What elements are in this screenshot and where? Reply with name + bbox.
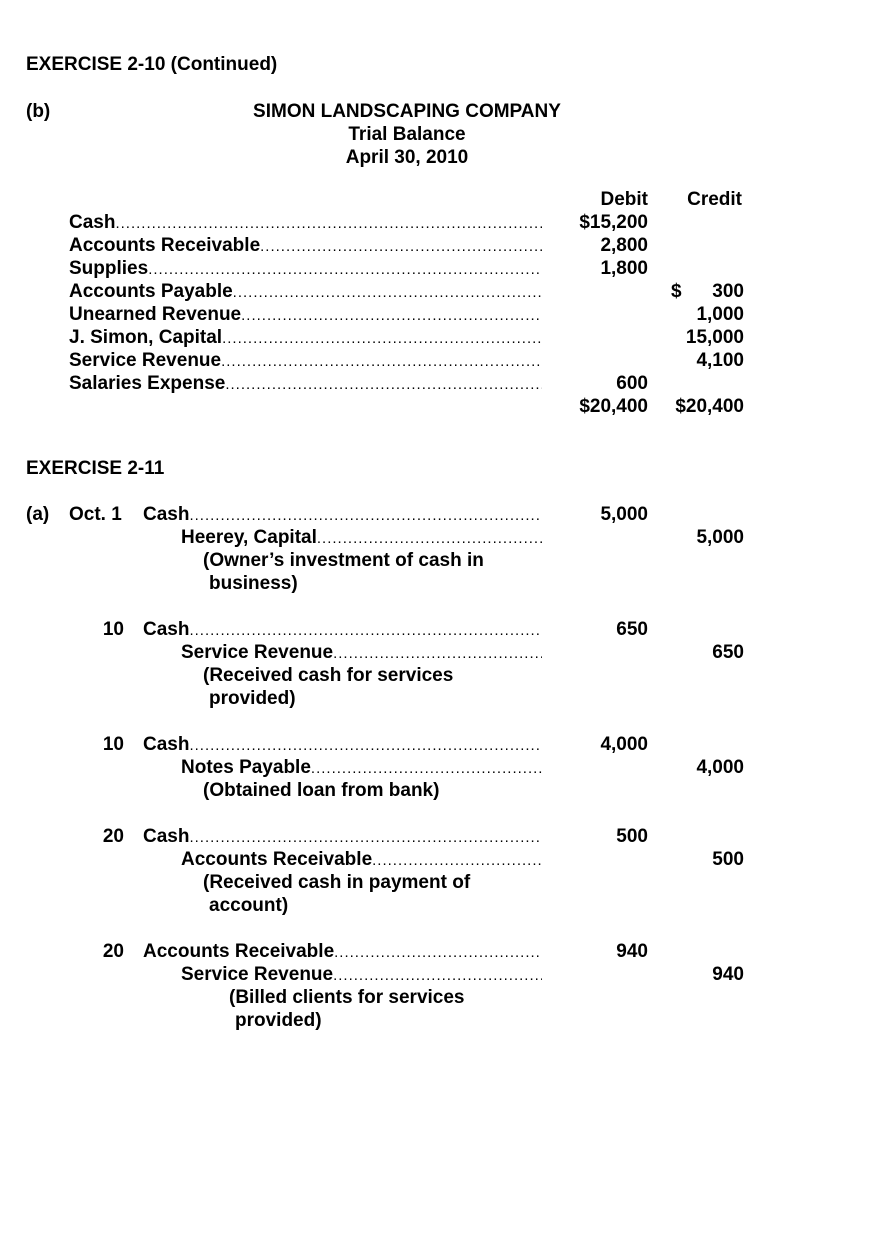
credit-amount: 1,000 <box>696 304 744 325</box>
debit-amount: 650 <box>616 619 648 640</box>
credit-account: Heerey, Capital <box>181 527 317 548</box>
entry-date: Oct. 1 <box>69 504 122 525</box>
leader-dots <box>189 826 542 849</box>
leader-dots <box>260 235 542 258</box>
credit-amount: 4,100 <box>696 350 744 371</box>
credit-line <box>181 756 542 779</box>
part-b-label: (b) <box>26 101 51 122</box>
debit-amount: 500 <box>616 826 648 847</box>
credit-amount: 650 <box>712 642 744 663</box>
entry-explanation: (Received cash in payment of <box>203 872 471 893</box>
trial-balance-row <box>69 211 542 234</box>
debit-account: Cash <box>143 619 190 640</box>
company-name: SIMON LANDSCAPING COMPANY <box>253 101 561 122</box>
leader-dots <box>372 849 542 872</box>
credit-column-header: Credit <box>687 189 742 210</box>
entry-explanation-cont: account) <box>209 895 289 916</box>
dollar-sign: $ <box>671 281 682 302</box>
leader-dots <box>311 757 542 780</box>
leader-dots <box>333 964 542 987</box>
leader-dots <box>189 619 542 642</box>
entry-explanation-cont: provided) <box>235 1010 322 1031</box>
leader-dots <box>334 941 542 964</box>
leader-dots <box>189 734 542 757</box>
credit-amount: 5,000 <box>696 527 744 548</box>
trial-balance-row <box>69 234 542 257</box>
debit-line <box>143 618 542 641</box>
credit-line <box>181 641 542 664</box>
debit-amount: 600 <box>616 373 648 394</box>
exercise-2-10-heading: EXERCISE 2-10 (Continued) <box>26 54 278 75</box>
leader-dots <box>317 527 542 550</box>
credit-account: Service Revenue <box>181 964 334 985</box>
entry-explanation: (Received cash for services <box>203 665 454 686</box>
leader-dots <box>241 304 542 327</box>
leader-dots <box>222 327 542 350</box>
debit-account: Accounts Receivable <box>143 941 335 962</box>
leader-dots <box>115 212 542 235</box>
entry-explanation: (Obtained loan from bank) <box>203 780 440 801</box>
entry-date: 20 <box>102 826 124 847</box>
total-credit: $20,400 <box>675 396 744 417</box>
entry-explanation-cont: provided) <box>209 688 296 709</box>
part-a-label: (a) <box>26 504 50 525</box>
credit-account: Service Revenue <box>181 642 334 663</box>
debit-amount: $15,200 <box>579 212 648 233</box>
credit-amount: 500 <box>712 849 744 870</box>
trial-balance-row <box>69 349 542 372</box>
entry-date: 10 <box>102 619 124 640</box>
credit-amount: 300 <box>712 281 744 302</box>
account-name: Cash <box>69 212 116 233</box>
leader-dots <box>148 258 542 281</box>
trial-balance-row <box>69 257 542 280</box>
credit-line <box>181 848 542 871</box>
entry-date: 20 <box>102 941 124 962</box>
total-debit: $20,400 <box>579 396 648 417</box>
leader-dots <box>225 373 542 396</box>
debit-account: Cash <box>143 734 190 755</box>
trial-balance-row <box>69 326 542 349</box>
debit-amount: 940 <box>616 941 648 962</box>
debit-line <box>143 503 542 526</box>
leader-dots <box>333 642 542 665</box>
debit-amount: 5,000 <box>600 504 648 525</box>
credit-account: Accounts Receivable <box>181 849 373 870</box>
debit-amount: 1,800 <box>600 258 648 279</box>
entry-explanation: (Billed clients for services <box>229 987 465 1008</box>
debit-amount: 4,000 <box>600 734 648 755</box>
credit-amount: 4,000 <box>696 757 744 778</box>
account-name: J. Simon, Capital <box>69 327 223 348</box>
debit-line <box>143 825 542 848</box>
statement-date: April 30, 2010 <box>345 147 469 168</box>
debit-line <box>143 733 542 756</box>
debit-column-header: Debit <box>600 189 648 210</box>
credit-account: Notes Payable <box>181 757 311 778</box>
credit-line <box>181 526 542 549</box>
credit-amount: 940 <box>712 964 744 985</box>
account-name: Service Revenue <box>69 350 222 371</box>
debit-amount: 2,800 <box>600 235 648 256</box>
entry-explanation: (Owner’s investment of cash in <box>203 550 484 571</box>
account-name: Accounts Receivable <box>69 235 261 256</box>
credit-amount: 15,000 <box>685 327 744 348</box>
debit-line <box>143 940 542 963</box>
credit-line <box>181 963 542 986</box>
debit-account: Cash <box>143 504 190 525</box>
account-name: Unearned Revenue <box>69 304 242 325</box>
trial-balance-row <box>69 280 542 303</box>
leader-dots <box>221 350 542 373</box>
entry-explanation-cont: business) <box>209 573 298 594</box>
entry-date: 10 <box>102 734 124 755</box>
statement-title: Trial Balance <box>348 124 466 145</box>
trial-balance-row <box>69 372 542 395</box>
trial-balance-row <box>69 303 542 326</box>
debit-account: Cash <box>143 826 190 847</box>
exercise-2-11-heading: EXERCISE 2-11 <box>26 458 165 479</box>
leader-dots <box>189 504 542 527</box>
leader-dots <box>233 281 542 304</box>
account-name: Salaries Expense <box>69 373 226 394</box>
account-name: Supplies <box>69 258 149 279</box>
account-name: Accounts Payable <box>69 281 233 302</box>
